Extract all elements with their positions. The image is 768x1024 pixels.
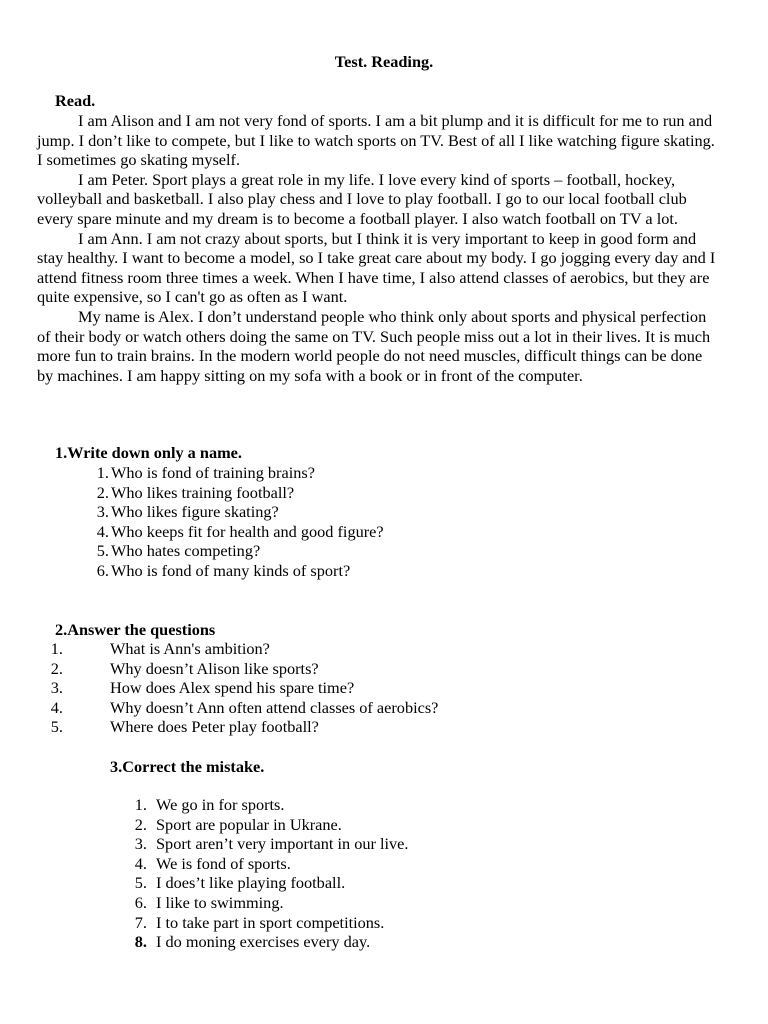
list-item <box>132 795 408 815</box>
section3-heading: 3.Correct the mistake. <box>110 757 265 776</box>
list-item <box>132 873 408 893</box>
list-item <box>132 932 408 952</box>
list-item <box>132 913 408 933</box>
page-title: Test. Reading. <box>334 52 434 71</box>
item-number: 3. <box>96 502 109 522</box>
item-number: 4. <box>96 521 109 541</box>
item-text: Why doesn’t Alison like sports? <box>110 658 319 678</box>
item-text: Who likes training football? <box>111 482 295 502</box>
item-number: 1. <box>134 795 147 814</box>
item-text: What is Ann's ambition? <box>110 639 270 658</box>
item-number: 5. <box>50 717 63 737</box>
item-number: 6. <box>134 892 147 912</box>
item-number: 4. <box>50 697 63 717</box>
paragraph-alex: My name is Alex. I don’t understand people who think only about sports and physical perfection of their body or watch others doing the same on TV. Such people miss out a lot in their lives. It is much more fun to train brains. In the modern world people do not need muscles, difficult things can be done by machines. I am happy sitting on my sofa with a book or in front of the computer. <box>37 306 711 385</box>
item-text: Sport aren’t very important in our live. <box>156 834 409 854</box>
item-number: 5. <box>134 873 147 893</box>
item-text: Why doesn’t Ann often attend classes of aerobics? <box>110 697 439 717</box>
item-number: 2. <box>134 814 147 834</box>
item-text: Where does Peter play football? <box>110 717 319 737</box>
list-item <box>94 541 384 561</box>
item-text: We is fond of sports. <box>156 853 291 873</box>
paragraph-peter: I am Peter. Sport plays a great role in my life. I love every kind of sports – football, hockey, volleyball and basketball. I also play chess and I love to play football. I go to our local football club every spare minute and my dream is to become a football player. I also watch football on TV a lot. <box>37 169 687 228</box>
list-item <box>94 561 384 581</box>
item-text: I to take part in sport competitions. <box>156 912 385 932</box>
section1-heading: 1.Write down only a name. <box>55 443 242 462</box>
item-text: Sport are popular in Ukrane. <box>156 814 342 834</box>
paragraph-alison: I am Alison and I am not very fond of sports. I am a bit plump and it is difficult for me to run and jump. I don’t like to compete, but I like to watch sports on TV. Best of all I like watching figure skating. I sometimes go skating myself. <box>37 111 715 170</box>
list-item <box>50 658 438 679</box>
list-item <box>94 463 384 483</box>
list-item <box>94 483 384 503</box>
item-text: Who likes figure skating? <box>111 502 279 522</box>
item-text: Who is fond of training brains? <box>111 463 315 482</box>
item-text: Who hates competing? <box>111 541 261 561</box>
list-item <box>50 697 439 718</box>
section2-heading: 2.Answer the questions <box>55 620 216 639</box>
list-item <box>132 815 408 835</box>
item-number: 4. <box>134 853 147 873</box>
item-number: 6. <box>96 560 109 580</box>
item-number: 8. <box>134 932 147 952</box>
list-item <box>132 834 408 854</box>
item-number: 3. <box>50 678 63 698</box>
list-item <box>132 893 408 913</box>
item-number: 7. <box>134 912 147 932</box>
list-item <box>50 639 438 659</box>
section3-list <box>132 795 408 952</box>
list-item <box>132 854 408 874</box>
item-text: I does’t like playing football. <box>156 873 346 893</box>
item-text: We go in for sports. <box>156 795 285 814</box>
item-number: 3. <box>134 834 147 854</box>
list-item <box>50 678 438 698</box>
item-number: 2. <box>96 482 109 502</box>
item-number: 5. <box>96 541 109 561</box>
reading-passage <box>37 111 717 385</box>
item-text: How does Alex spend his spare time? <box>110 678 355 698</box>
section1-list <box>94 463 384 581</box>
item-number: 1. <box>50 639 63 658</box>
item-text: Who is fond of many kinds of sport? <box>111 560 351 580</box>
list-item <box>94 522 384 542</box>
section2-list <box>50 639 439 737</box>
read-label: Read. <box>55 91 96 110</box>
item-number: 1. <box>96 463 109 482</box>
item-text: I like to swimming. <box>156 892 284 912</box>
item-text: Who keeps fit for health and good figure? <box>111 521 384 541</box>
paragraph-ann: I am Ann. I am not crazy about sports, but I think it is very important to keep in good form and stay healthy. I want to become a model, so I take great care about my body. I go jogging every day and I attend fitness room three times a week. When I have time, I also attend classes of aerobics, but they are quite expensive, so I can't go as often as I want. <box>37 228 716 307</box>
list-item <box>94 502 384 522</box>
item-text: I do moning exercises every day. <box>156 932 371 952</box>
item-number: 2. <box>50 658 63 678</box>
list-item <box>50 717 438 737</box>
